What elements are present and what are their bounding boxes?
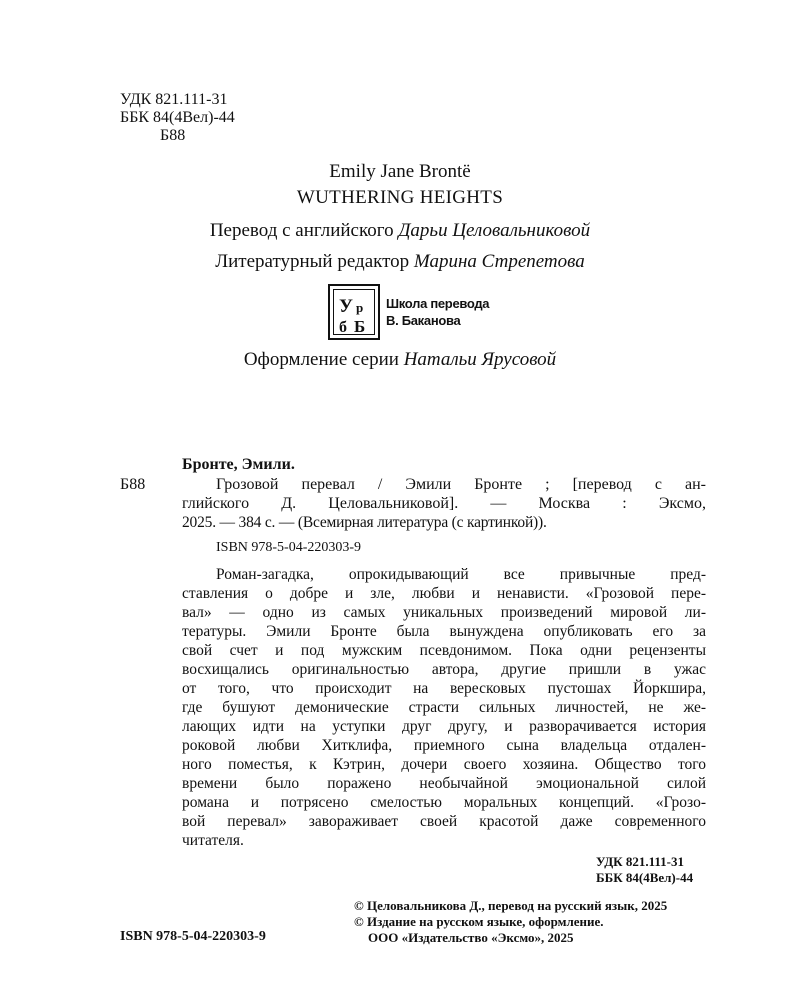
annotation-line: от того, что происходит на вересковых пустошах Йоркшира, xyxy=(182,680,706,697)
catalog-heading: Бронте, Эмили. xyxy=(182,456,295,473)
translation-credit xyxy=(0,220,800,242)
footer-isbn: ISBN 978-5-04-220303-9 xyxy=(120,929,266,944)
translator-name: Дарьи Целовальниковой xyxy=(398,220,591,241)
annotation-line: роковой любви Хитклифа, приемного сына владельца отдален- xyxy=(182,737,706,754)
editor-name: Марина Стрепетова xyxy=(413,251,585,272)
annotation-line: ставления о добре и зле, любви и ненависти. «Грозовой пере- xyxy=(182,585,706,602)
annotation-line: Роман-загадка, опрокидывающий все привычные пред- xyxy=(216,566,706,583)
catalog-desc-line: 2025. — 384 с. — (Всемирная литература (с картинкой)). xyxy=(182,514,547,531)
annotation-line: романа и потрясено смелостью моральных концепций. «Грозо- xyxy=(182,794,706,811)
annotation-last-line: читателя. xyxy=(182,832,244,849)
original-title: WUTHERING HEIGHTS xyxy=(296,187,504,208)
catalog-isbn: ISBN 978-5-04-220303-9 xyxy=(216,540,362,555)
annotation-line: времени было поражено необычайной эмоциональной силой xyxy=(182,775,706,792)
bbk-code-bottom: ББК 84(4Вел)-44 xyxy=(596,870,694,885)
logo-text-line2: В. Баканова xyxy=(386,313,461,328)
catalog-sign: Б88 xyxy=(120,476,146,493)
annotation-line: вал» — одно из самых уникальных произведений мировой ли- xyxy=(182,604,706,621)
designer-name: Натальи Ярусовой xyxy=(403,349,557,370)
udk-code-bottom: УДК 821.111-31 xyxy=(596,854,684,869)
udk-code-top: УДК 821.111-31 xyxy=(120,91,228,108)
svg-text:У: У xyxy=(339,296,353,317)
author-sign-top: Б88 xyxy=(160,127,186,144)
logo-text-line1: Школа перевода xyxy=(386,296,490,311)
annotation-line: восхищались оригинальностью автора, другие пришли в ужас xyxy=(182,661,706,678)
annotation-line: где бушуют демонические страсти сильных личностей, не же- xyxy=(182,699,706,716)
svg-text:Б: Б xyxy=(354,317,366,336)
bbk-code-top: ББК 84(4Вел)-44 xyxy=(120,109,235,126)
svg-text:б: б xyxy=(339,319,347,336)
author-original-name: Emily Jane Brontë xyxy=(329,161,471,182)
catalog-desc-line: глийского Д. Целовальниковой]. — Москва : Эксмо, xyxy=(182,495,706,512)
copyright-line-2: © Издание на русском языке, оформление. xyxy=(354,914,604,929)
svg-text:р: р xyxy=(356,300,364,315)
catalog-desc-line: Грозовой перевал / Эмили Бронте ; [перевод с ан- xyxy=(216,476,706,493)
copyright-line-1: © Целовальникова Д., перевод на русский язык, 2025 xyxy=(354,898,668,913)
annotation-line: ного поместья, к Кэтрин, дочери своего хозяина. Общество того xyxy=(182,756,706,773)
design-credit xyxy=(0,349,800,371)
annotation-line: тературы. Эмили Бронте была вынуждена опубликовать его за xyxy=(182,623,706,640)
editor-credit xyxy=(0,251,800,273)
design-prefix: Оформление серии xyxy=(243,349,399,370)
editor-prefix: Литературный редактор xyxy=(215,251,410,272)
annotation-line: вой перевал» завораживает своей красотой даже современного xyxy=(182,813,706,830)
translation-school-logo-icon xyxy=(328,284,380,340)
translation-prefix: Перевод с английского xyxy=(209,220,394,241)
annotation-line: лающих идти на уступки друг другу, и разворачивается история xyxy=(182,718,706,735)
copyright-line-3: ООО «Издательство «Эксмо», 2025 xyxy=(368,930,574,945)
annotation-line: свой счет и под мужским псевдонимом. Пока одни рецензенты xyxy=(182,642,706,659)
